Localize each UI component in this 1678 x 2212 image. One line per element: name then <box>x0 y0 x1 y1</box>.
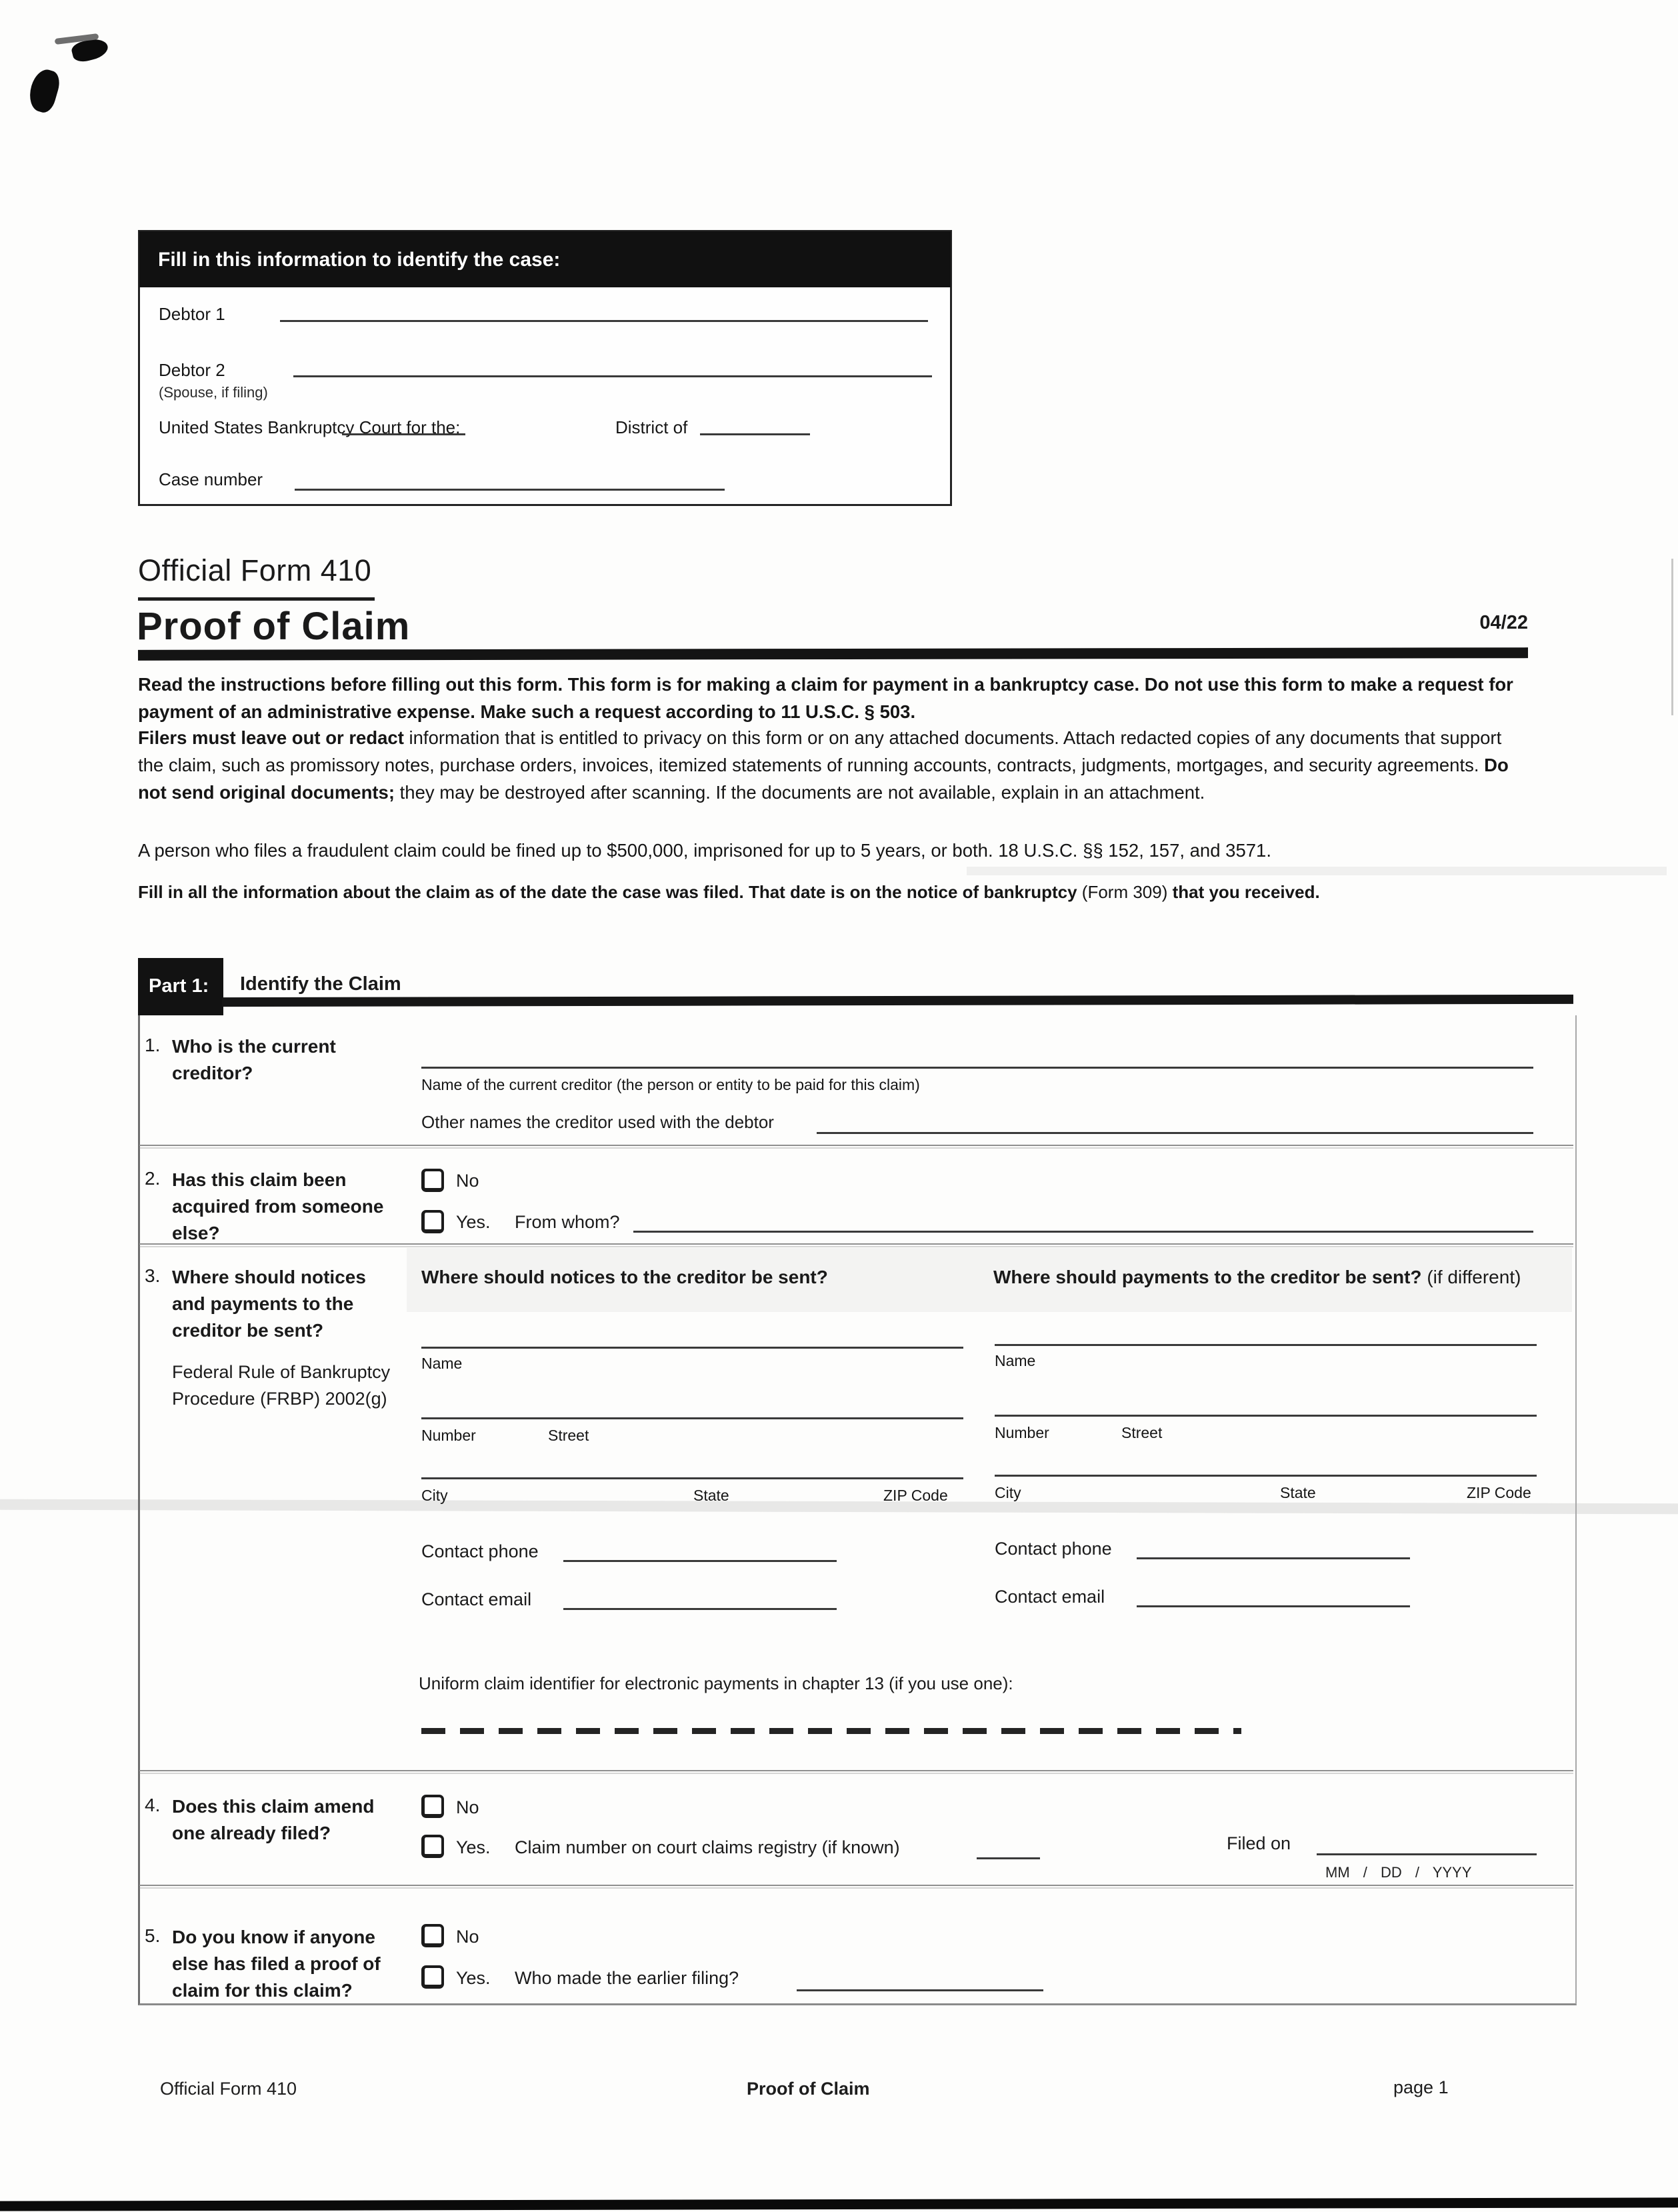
q3-uci-input-line[interactable] <box>421 1728 1241 1734</box>
footer-form-name: Official Form 410 <box>160 2079 297 2099</box>
district-name-input-line[interactable] <box>700 433 810 435</box>
q3-payments-street-caption: Street <box>1121 1424 1163 1441</box>
q3-payments-contact-phone-label: Contact phone <box>995 1539 1112 1559</box>
q1-question: Who is the current creditor? <box>172 1036 336 1083</box>
district-input-line[interactable] <box>342 433 465 435</box>
q3-payments-contact-email-input-line[interactable] <box>1137 1605 1410 1607</box>
q5-who-label: Who made the earlier filing? <box>515 1968 739 1988</box>
q4-filed-on-date-input-line[interactable] <box>1317 1853 1537 1855</box>
q5-number: 5. <box>145 1925 161 1946</box>
q3-notices-name-caption: Name <box>421 1355 463 1372</box>
q4-yes-checkbox[interactable] <box>421 1835 444 1858</box>
row-separator <box>139 1145 1573 1146</box>
instructions-p4-bold-1: Fill in all the information about the claim as of the date the case was filed. That date is on the notice of bankruptcy <box>138 882 1077 902</box>
part1-label: Part 1: <box>149 975 209 997</box>
title-rule <box>138 647 1528 661</box>
case-box-header-text: Fill in this information to identify the case: <box>158 249 561 271</box>
q3-notices-contact-email-input-line[interactable] <box>563 1608 837 1610</box>
q3-number: 3. <box>145 1265 161 1286</box>
q4-question: Does this claim amend one already filed? <box>172 1796 375 1843</box>
q3-payments-contact-email-label: Contact email <box>995 1587 1105 1607</box>
q4-number: 4. <box>145 1795 161 1815</box>
q4-claim-number-input-line[interactable] <box>977 1857 1040 1859</box>
q5-no-checkbox[interactable] <box>421 1924 444 1947</box>
q4-no-checkbox[interactable] <box>421 1795 444 1818</box>
q2-no-label: No <box>456 1171 479 1191</box>
q2-question: Has this claim been acquired from someone else? <box>172 1169 384 1243</box>
q3-notices-contact-email-label: Contact email <box>421 1589 532 1609</box>
q3-payments-number-caption: Number <box>995 1424 1049 1441</box>
scan-streak <box>967 867 1667 875</box>
q3-frbp-note: Federal Rule of Bankruptcy Procedure (FRBP) 2002(g) <box>172 1362 391 1409</box>
q5-no-label: No <box>456 1927 479 1947</box>
page-title: Proof of Claim <box>137 605 411 648</box>
part1-header-box <box>138 958 223 1015</box>
case-box-header-bar <box>139 231 951 287</box>
q2-from-whom-input-line[interactable] <box>633 1231 1533 1233</box>
q2-yes-label: Yes. <box>456 1212 491 1232</box>
form-name: Official Form 410 <box>138 553 372 587</box>
q5-who-input-line[interactable] <box>797 1989 1043 1991</box>
q3-notices-street-caption: Street <box>548 1427 589 1444</box>
q3-notices-street-input-line[interactable] <box>421 1417 963 1419</box>
instructions-paragraph-3: A person who files a fraudulent claim could be fined up to $500,000, imprisoned for up to 5 years, or both. 18 U.S.C. §§ 152, 157, and 3571. <box>138 840 1271 861</box>
q3-notices-contact-phone-input-line[interactable] <box>563 1560 837 1562</box>
q4-date-format-caption: MM / DD / YYYY <box>1325 1864 1472 1881</box>
q4-yes-label: Yes. <box>456 1837 491 1857</box>
footer-title: Proof of Claim <box>747 2079 870 2099</box>
scan-edge-line <box>1671 559 1673 715</box>
case-number-input-line[interactable] <box>295 489 725 491</box>
q2-number: 2. <box>145 1168 161 1189</box>
footer-page-number: page 1 <box>1393 2077 1449 2097</box>
part1-rule <box>222 995 1573 1007</box>
q1-creditor-name-input-line[interactable] <box>421 1067 1533 1069</box>
instructions-p2-text-2: they may be destroyed after scanning. If the documents are not available, explain in an attachment. <box>395 782 1205 803</box>
q3-notices-number-caption: Number <box>421 1427 476 1444</box>
scan-bottom-edge <box>0 2197 1678 2211</box>
q5-yes-checkbox[interactable] <box>421 1965 444 1989</box>
q3-payments-heading-tail: (if different) <box>1421 1267 1521 1287</box>
debtor2-label: Debtor 2 <box>159 360 225 380</box>
ink-mark <box>25 67 63 115</box>
q1-number: 1. <box>145 1035 161 1055</box>
q3-notices-state-caption: State <box>693 1487 729 1504</box>
form-version: 04/22 <box>1479 612 1528 633</box>
q3-notices-name-input-line[interactable] <box>421 1347 963 1349</box>
q3-question: Where should notices and payments to the creditor be sent? <box>172 1267 366 1341</box>
instructions-p4-normal: (Form 309) <box>1077 882 1173 902</box>
instructions-p2-text-1: information that is entitled to privacy on this form or on any attached documents. Attach redacted copies of any documents that support the claim, such as promissory notes, purchase orders, invoices, itemized statements of running accounts, contracts, judgments, mortgages, and security agreements. <box>138 727 1502 775</box>
court-label: United States Bankruptcy Court for the: <box>159 417 461 437</box>
case-identification-box <box>138 230 952 506</box>
instructions-p4-bold-2: that you received. <box>1172 882 1320 902</box>
row-separator <box>139 1770 1573 1771</box>
q4-claim-number-label: Claim number on court claims registry (if known) <box>515 1837 900 1857</box>
q3-payments-state-caption: State <box>1280 1484 1316 1501</box>
instructions-p2-bold-1: Filers must leave out or redact <box>138 727 404 748</box>
q3-payments-zip-caption: ZIP Code <box>1467 1484 1531 1501</box>
q2-no-checkbox[interactable] <box>421 1169 444 1192</box>
q1-other-names-label: Other names the creditor used with the debtor <box>421 1112 774 1132</box>
q3-notices-city-caption: City <box>421 1487 448 1504</box>
debtor1-label: Debtor 1 <box>159 304 225 324</box>
q1-name-caption: Name of the current creditor (the person or entity to be paid for this claim) <box>421 1076 920 1093</box>
form-name-underline <box>138 597 375 601</box>
q3-notices-city-input-line[interactable] <box>421 1477 963 1479</box>
instructions-paragraph-4 <box>138 879 1320 906</box>
q3-payments-heading <box>993 1264 1527 1291</box>
q3-payments-heading-bold: Where should payments to the creditor be sent? <box>993 1267 1422 1287</box>
q5-question: Do you know if anyone else has filed a proof of claim for this claim? <box>172 1927 381 2001</box>
q3-notices-heading: Where should notices to the creditor be sent? <box>421 1267 828 1287</box>
case-number-label: Case number <box>159 469 263 489</box>
q3-uci-label: Uniform claim identifier for electronic payments in chapter 13 (if you use one): <box>419 1673 1013 1693</box>
q3-payments-city-input-line[interactable] <box>995 1475 1537 1477</box>
q1-other-names-input-line[interactable] <box>817 1132 1533 1134</box>
q3-payments-street-input-line[interactable] <box>995 1415 1537 1417</box>
q3-payments-city-caption: City <box>995 1484 1021 1501</box>
q3-payments-name-caption: Name <box>995 1352 1036 1369</box>
instructions-p2-bold-2: Do not send original documents; <box>138 755 1509 803</box>
instructions-paragraph-1: Read the instructions before filling out this form. This form is for making a claim for payment in a bankruptcy case. Do not use this form to make a request for payment of an administrative expense. Make such a request according to 11 U.S.C. § 503. <box>138 674 1513 722</box>
q3-notices-contact-phone-label: Contact phone <box>421 1541 539 1561</box>
row-separator <box>139 1885 1573 1886</box>
part1-title: Identify the Claim <box>240 973 401 995</box>
q3-payments-name-input-line[interactable] <box>995 1344 1537 1346</box>
debtor2-sublabel: (Spouse, if filing) <box>159 384 268 401</box>
q3-notices-zip-caption: ZIP Code <box>883 1487 948 1504</box>
q5-yes-label: Yes. <box>456 1968 491 1988</box>
q4-filed-on-label: Filed on <box>1227 1833 1291 1853</box>
q3-payments-contact-phone-input-line[interactable] <box>1137 1557 1410 1559</box>
district-label: District of <box>615 417 688 437</box>
q2-from-whom-label: From whom? <box>515 1212 620 1232</box>
debtor1-input-line[interactable] <box>280 320 928 322</box>
q2-yes-checkbox[interactable] <box>421 1210 444 1233</box>
debtor2-input-line[interactable] <box>293 375 932 377</box>
instructions-paragraph-2 <box>138 724 1531 806</box>
q4-no-label: No <box>456 1797 479 1817</box>
